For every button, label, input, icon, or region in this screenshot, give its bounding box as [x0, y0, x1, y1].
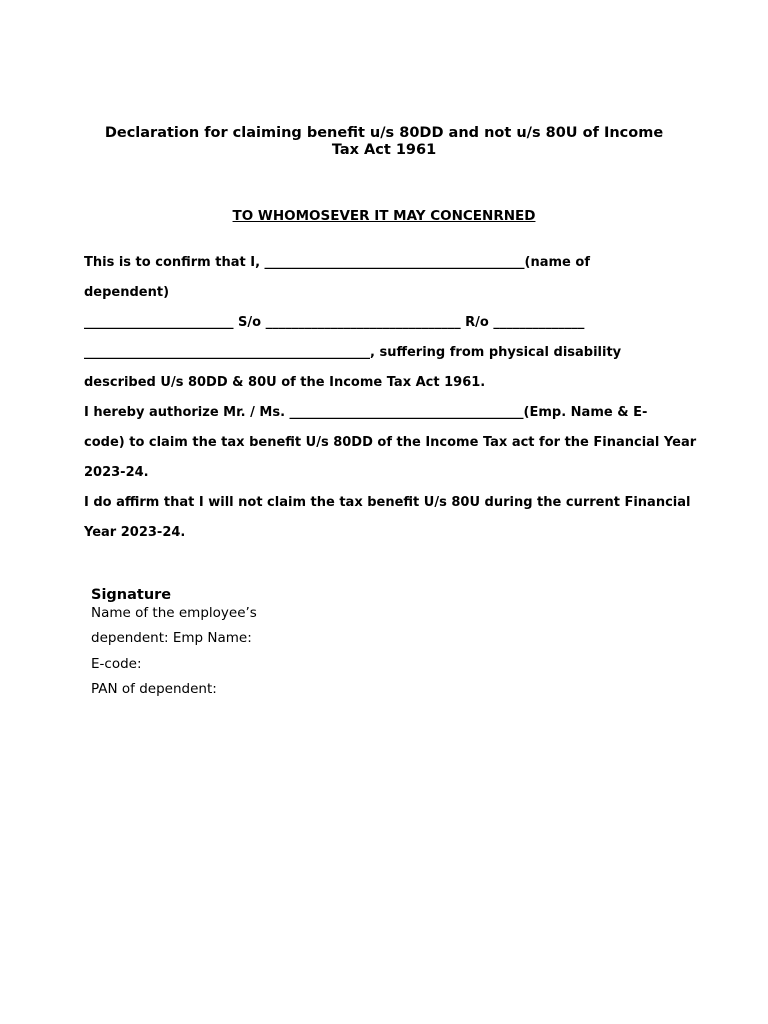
body-line: ____________________________________________, suffering from physical disability	[84, 345, 622, 360]
body-line: 2023-24.	[84, 465, 149, 480]
body-line: code) to claim the tax benefit U/s 80DD of the Income Tax act for the Financial Year	[84, 435, 697, 450]
body-line: I hereby authorize Mr. / Ms. ____________________________________(Emp. Name & E-	[84, 405, 648, 420]
signature-heading: Signature	[91, 587, 172, 603]
body-line: This is to confirm that I, ________________________________________(name of	[84, 255, 590, 270]
body-line: _______________________ S/o ______________________________ R/o ______________	[84, 315, 585, 330]
body-line: Year 2023-24.	[84, 525, 186, 540]
body-line: described U/s 80DD & 80U of the Income Tax Act 1961.	[84, 375, 486, 390]
signature-field-label: Name of the employee’s	[91, 605, 257, 621]
signature-field-label: PAN of dependent:	[91, 681, 217, 697]
signature-field-label: dependent: Emp Name:	[91, 630, 252, 646]
signature-field-label: E-code:	[91, 656, 142, 672]
document-title	[84, 125, 684, 159]
body-line: dependent)	[84, 285, 170, 300]
body-line: I do affirm that I will not claim the tax benefit U/s 80U during the current Financial	[84, 495, 691, 510]
title-line-1: Declaration for claiming benefit u/s 80DD and not u/s 80U of Income	[104, 125, 664, 141]
title-line-2: Tax Act 1961	[331, 142, 437, 158]
salutation-heading: TO WHOMOSEVER IT MAY CONCENRNED	[232, 208, 536, 224]
